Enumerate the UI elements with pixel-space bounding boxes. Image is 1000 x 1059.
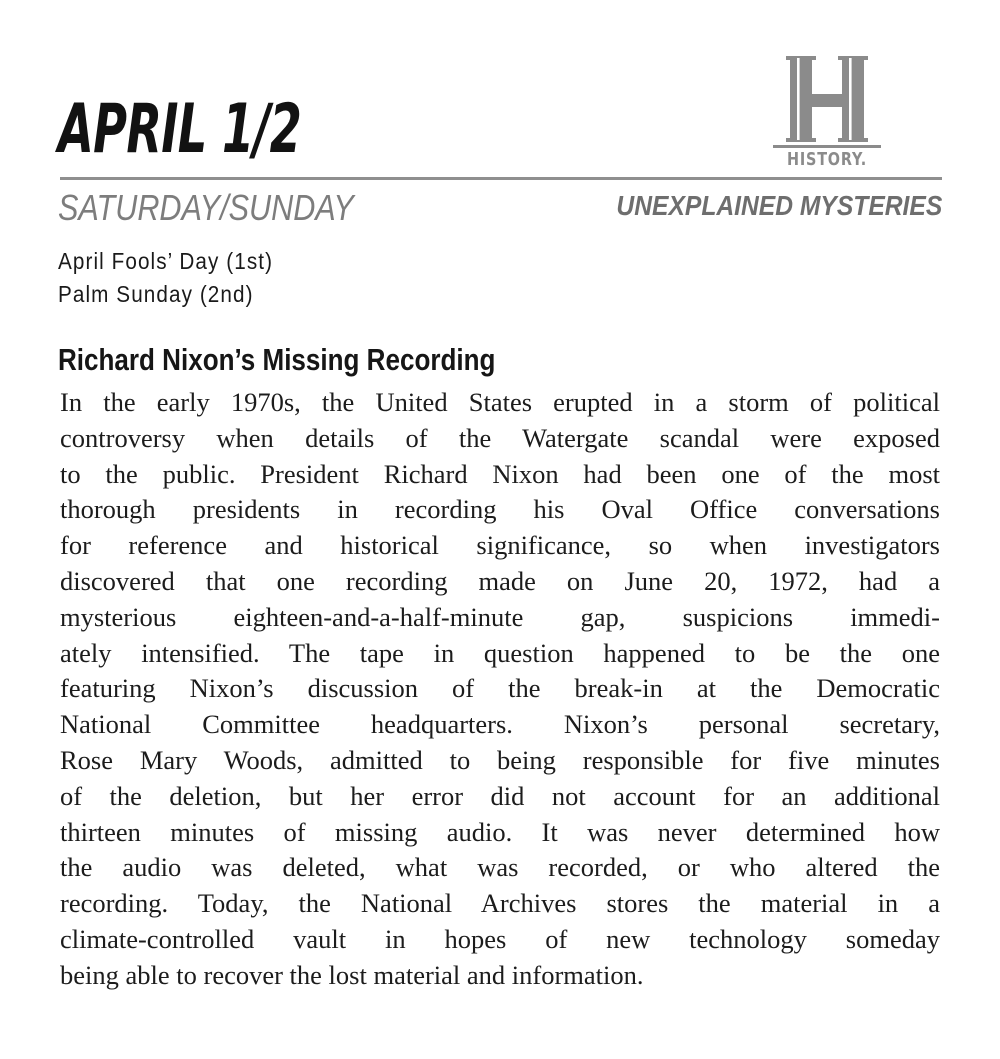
article-line: controversy when details of the Watergate scandal were exposed bbox=[60, 422, 940, 453]
article-body bbox=[60, 385, 940, 994]
history-h-icon bbox=[786, 56, 868, 142]
holiday-list bbox=[58, 245, 297, 311]
article-line: Rose Mary Woods, admitted to being responsible for five minutes bbox=[60, 744, 940, 775]
article-line: for reference and historical significance, so when investigators bbox=[60, 530, 940, 561]
logo-underline bbox=[773, 145, 881, 148]
series-heading bbox=[572, 192, 942, 220]
article-line: recording. Today, the National Archives stores the material in a bbox=[60, 888, 940, 919]
article-line: mysterious eighteen-and-a-half-minute gap, suspicions immedi- bbox=[60, 601, 940, 632]
date-heading bbox=[58, 90, 416, 169]
weekday-heading bbox=[58, 187, 406, 228]
weekday-label: SATURDAY/SUNDAY bbox=[58, 187, 354, 228]
holiday-item: April Fools’ Day (1st) bbox=[58, 248, 274, 274]
article-line: thirteen minutes of missing audio. It was never determined how bbox=[60, 816, 940, 847]
series-label: UNEXPLAINED MYSTERIES bbox=[616, 190, 942, 221]
article-line: of the deletion, but her error did not account for an additional bbox=[60, 780, 940, 811]
history-logo bbox=[772, 56, 882, 170]
article-line: climate-controlled vault in hopes of new technology someday bbox=[60, 923, 940, 954]
article-line: being able to recover the lost material and information. bbox=[60, 959, 644, 990]
holiday-item: Palm Sunday (2nd) bbox=[58, 281, 254, 307]
article-line: National Committee headquarters. Nixon’s personal secretary, bbox=[60, 709, 940, 740]
article-line: thorough presidents in recording his Oval Office conversations bbox=[60, 494, 940, 525]
article-title bbox=[58, 343, 579, 377]
article-line: discovered that one recording made on June 20, 1972, had a bbox=[60, 565, 940, 596]
date-heading-label: APRIL 1/2 bbox=[58, 90, 302, 169]
article-line: ately intensified. The tape in question happened to be the one bbox=[60, 637, 940, 668]
article-line: the audio was deleted, what was recorded, or who altered the bbox=[60, 852, 940, 883]
header-divider bbox=[60, 177, 942, 180]
article-line: In the early 1970s, the United States erupted in a storm of political bbox=[60, 387, 940, 417]
article-line: featuring Nixon’s discussion of the break-in at the Democratic bbox=[60, 673, 940, 704]
history-wordmark: HISTORY. bbox=[786, 149, 868, 170]
article-title-label: Richard Nixon’s Missing Recording bbox=[58, 342, 496, 377]
article-line: to the public. President Richard Nixon had been one of the most bbox=[60, 458, 940, 489]
